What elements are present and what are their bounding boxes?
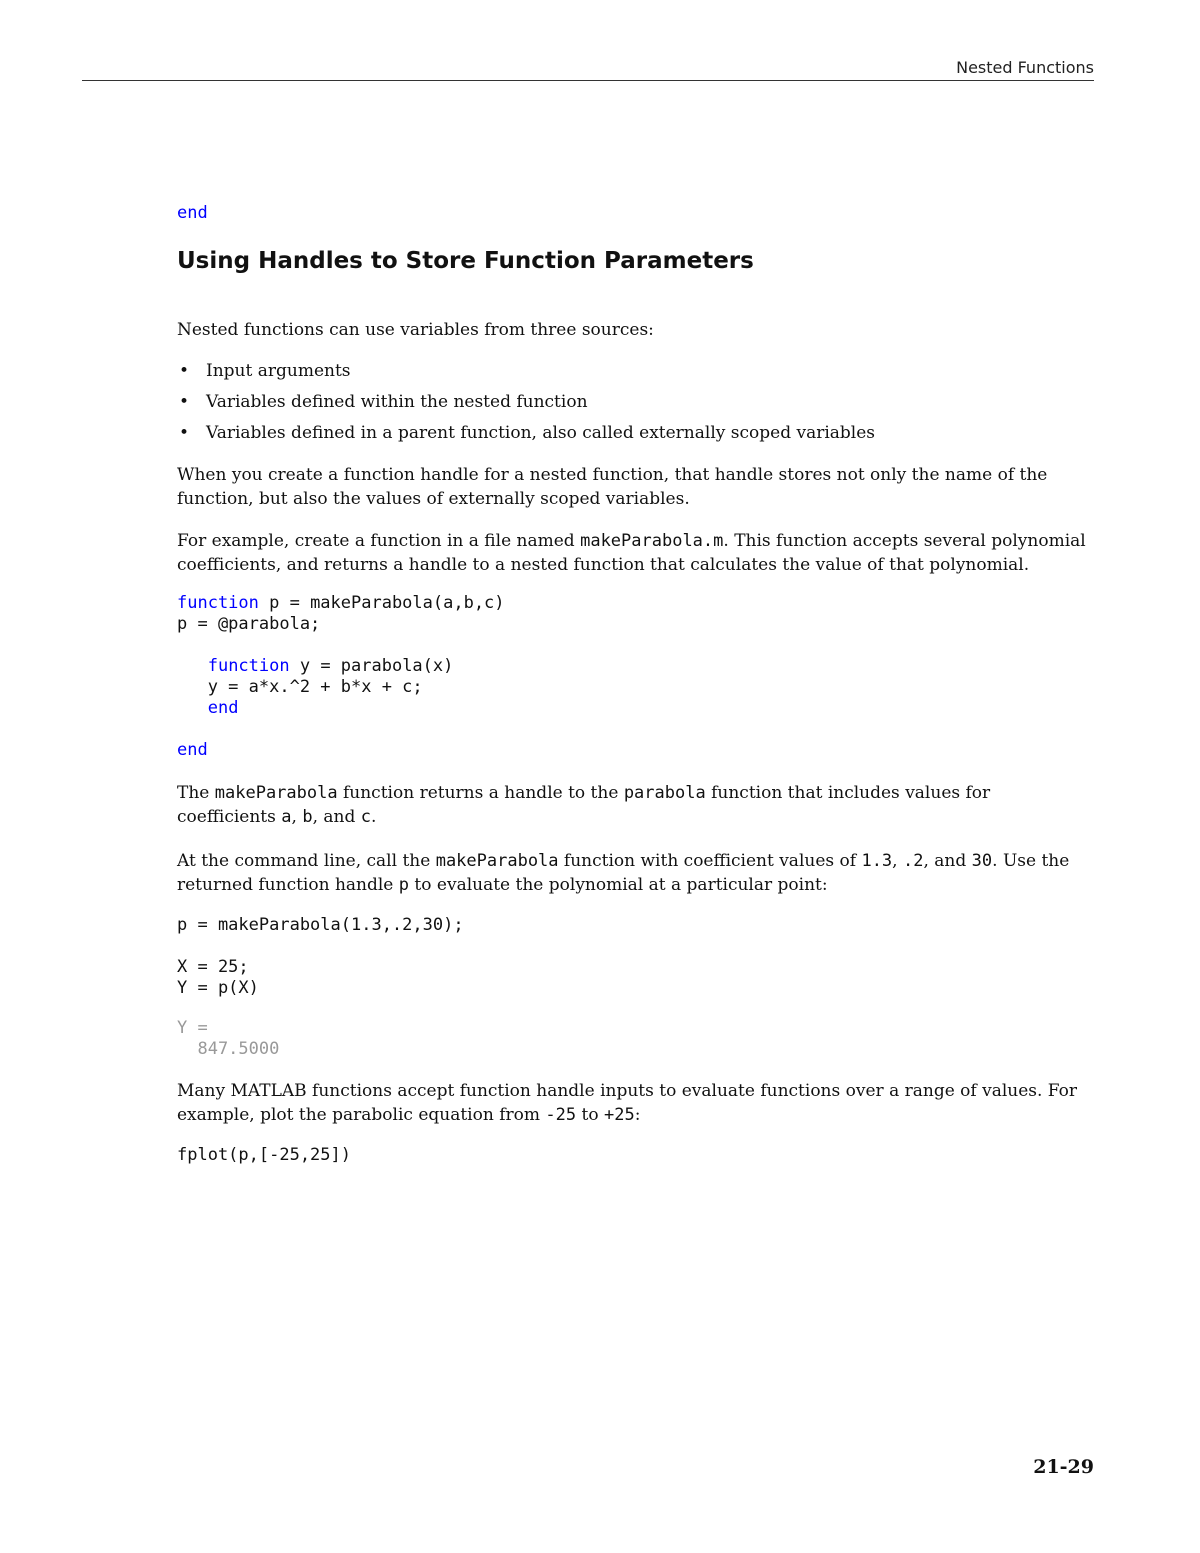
inline-code: p [398,875,410,895]
inline-code: 30 [971,851,993,871]
text-run: function with coefficient values of [558,851,862,871]
code-text: p = makeParabola(1.3,.2,30); [177,915,464,935]
inline-code: +25 [603,1105,635,1125]
keyword-function: function [207,656,290,676]
list-item-text: Input arguments [206,361,351,381]
bullet-marker: • [179,392,190,412]
intro-paragraph: Nested functions can use variables from three sources: [177,320,654,340]
inline-code: makeParabola.m [580,531,724,551]
inline-code: parabola [623,783,706,803]
keyword-end: end [207,698,239,718]
text-run: For example, create a function in a file named [177,531,581,551]
text-run: Many MATLAB functions accept function handle inputs to evaluate functions over a range of values. For example, plot the parabolic equation from [177,1081,1078,1125]
example-paragraph [177,529,1094,577]
inline-code: 1.3 [861,851,893,871]
bullet-marker: • [179,423,190,443]
text-run: function that includes values for coefficients [177,783,991,827]
code-text: p = @parabola; [177,614,321,634]
keyword-function: function [177,593,259,613]
page-content [177,200,1094,1166]
code-block-top [177,203,1094,224]
return-description-paragraph [177,781,1094,829]
text-run: . Use the returned function handle [177,851,1070,895]
bullet-marker: • [179,361,190,381]
code-text: Y = p(X) [177,978,259,998]
command-line-paragraph [177,849,1094,897]
text-run: function returns a handle to the [337,783,624,803]
section-title: Using Handles to Store Function Parameters [177,248,754,274]
plot-paragraph [177,1079,1094,1127]
code-block-make-parabola [177,593,1094,761]
code-text: y = parabola(x) [289,656,454,676]
running-header: Nested Functions [956,58,1094,77]
code-block-call [177,915,1094,936]
header-rule [82,80,1094,81]
code-indent [177,656,208,676]
output-text: Y = [177,1018,208,1038]
text-run: , and [923,851,972,871]
page-number: 21-29 [1033,1456,1094,1478]
list-item-text: Variables defined within the nested function [206,392,588,412]
text-run: . [371,807,377,827]
text-run: : [634,1105,641,1125]
text-run: to evaluate the polynomial at a particular point: [409,875,828,895]
inline-code: b [302,807,313,827]
list-item [177,359,1094,383]
handle-description-paragraph: When you create a function handle for a nested function, that handle stores not only the name of the function, but also the values of externally scoped variables. [177,465,1048,509]
text-run: , [892,851,903,871]
text-run: At the command line, call the [177,851,436,871]
inline-code: c [360,807,372,827]
text-run: to [576,1105,604,1125]
list-item-text: Variables defined in a parent function, also called externally scoped variables [206,423,876,443]
list-item [177,421,1094,445]
code-output [177,1018,1094,1060]
code-indent [177,698,208,718]
code-block-fplot [177,1145,1094,1166]
output-text: 847.5000 [177,1039,280,1059]
text-run: , [291,807,303,827]
code-text: p = makeParabola(a,b,c) [258,593,505,613]
inline-code: makeParabola [214,783,338,803]
code-text: fplot(p,[-25,25]) [177,1145,351,1165]
text-run: . This function accepts several polynomial coefficients, and returns a handle to a nested function that calculates the value of that polynomial. [177,531,1086,575]
inline-code: a [281,807,292,827]
keyword-end: end [177,203,208,223]
inline-code: makeParabola [435,851,559,871]
text-run: , and [312,807,361,827]
list-item [177,390,1094,414]
source-list [177,359,1094,445]
keyword-end: end [177,740,208,760]
inline-code: -25 [545,1105,577,1125]
code-text: X = 25; [177,957,249,977]
code-text: y = a*x.^2 + b*x + c; [177,677,423,697]
inline-code: .2 [902,851,924,871]
code-block-evaluate [177,957,1094,999]
text-run: The [177,783,215,803]
